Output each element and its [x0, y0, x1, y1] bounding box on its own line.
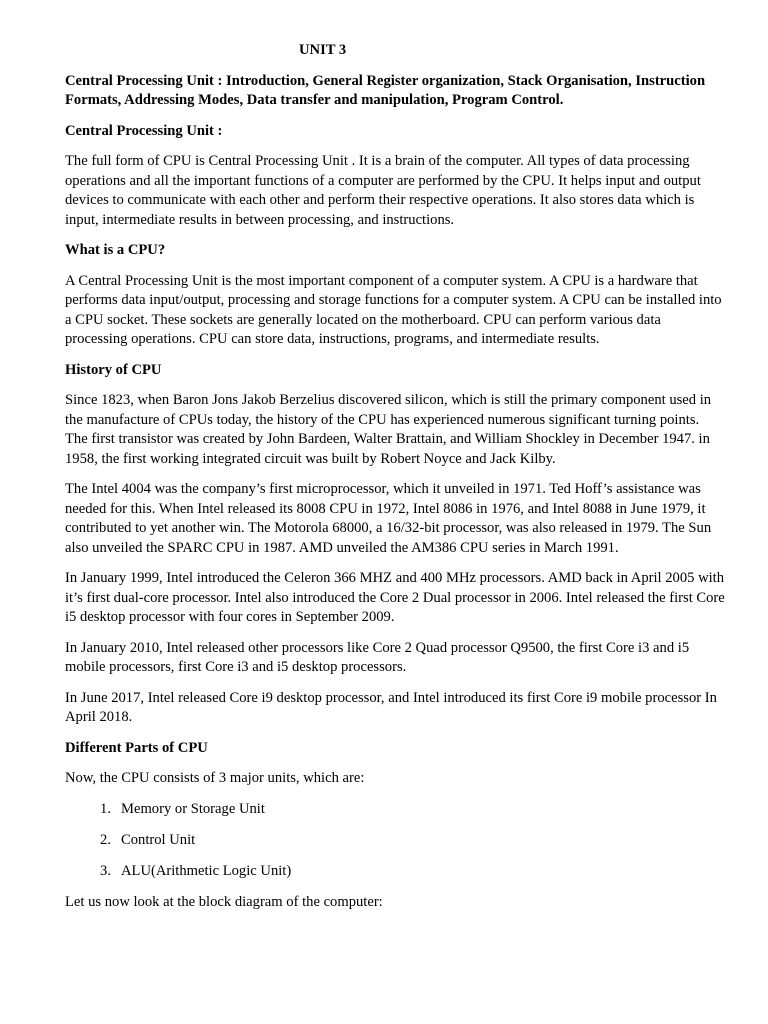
list-item-number: 2.: [100, 831, 111, 848]
list-item-text: ALU(Arithmetic Logic Unit): [121, 862, 292, 879]
list-item-number: 1.: [100, 800, 111, 817]
paragraph-parts-intro: Now, the CPU consists of 3 major units, which are:: [65, 770, 365, 786]
heading-central-processing-unit: Central Processing Unit :: [65, 122, 223, 139]
paragraph-history-1: Since 1823, when Baron Jons Jakob Berzelius discovered silicon, which is still the primary component used in the manufacture of CPUs today, the history of the CPU has experienced numerous significant turning points. The first transistor was created by John Bardeen, Walter Brattain, and William Shockley in December 1947. in 1958, the first working integrated circuit was built by Robert Noyce and Jack Kilby.: [65, 392, 712, 467]
unit-topics: Central Processing Unit : Introduction, General Register organization, Stack Organisation, Instruction Formats, Addressing Modes, Data transfer and manipulation, Program Control.: [65, 72, 706, 108]
heading-different-parts-of-cpu: Different Parts of CPU: [65, 739, 208, 756]
list-item-number: 3.: [100, 862, 111, 879]
list-item-text: Control Unit: [121, 831, 196, 848]
paragraph-cpu-definition: The full form of CPU is Central Processing Unit . It is a brain of the computer. All types of data processing operations and all the important functions of a computer are performed by the CPU. It helps input and output devices to communicate with each other and perform their respective operations. It also stores data which is input, intermediate results in between processing, and instructions.: [65, 153, 701, 228]
unit-title: UNIT 3: [299, 42, 347, 58]
paragraph-history-2: The Intel 4004 was the company’s first microprocessor, which it unveiled in 1971. Ted Hoff’s assistance was needed for this. When Intel released its 8008 CPU in 1972, Intel 8086 in 1976, and Intel 8088 in June 1979, it contributed to yet another win. The Motorola 68000, a 16/32-bit processor, was also released in 1979. The Sun also unveiled the SPARC CPU in 1987. AMD unveiled the AM386 CPU series in March 1991.: [65, 481, 712, 556]
list-item: [65, 862, 725, 882]
document-page: [65, 41, 725, 923]
cpu-parts-list: [65, 800, 725, 882]
paragraph-block-diagram-intro: Let us now look at the block diagram of the computer:: [65, 893, 383, 910]
paragraph-history-3: In January 1999, Intel introduced the Celeron 366 MHZ and 400 MHz processors. AMD back in April 2005 with it’s first dual-core processor. Intel also introduced the Core 2 Dual processor in 2006. Intel released the first Core i5 desktop processor with four cores in September 2009.: [65, 570, 725, 625]
paragraph-history-4: In January 2010, Intel released other processors like Core 2 Quad processor Q9500, the first Core i3 and i5 mobile processors, first Core i3 and i5 desktop processors.: [65, 639, 690, 675]
list-item: [65, 800, 725, 820]
list-item-text: Memory or Storage Unit: [121, 800, 265, 817]
heading-history-of-cpu: History of CPU: [65, 361, 162, 378]
paragraph-what-is-cpu: A Central Processing Unit is the most important component of a computer system. A CPU is a hardware that performs data input/output, processing and storage functions for a computer system. A CPU can be installed into a CPU socket. These sockets are generally located on the motherboard. CPU can perform various data processing operations. CPU can store data, instructions, programs, and intermediate results.: [65, 272, 722, 347]
paragraph-history-5: In June 2017, Intel released Core i9 desktop processor, and Intel introduced its first Core i9 mobile processor In April 2018.: [65, 689, 717, 725]
heading-what-is-cpu: What is a CPU?: [65, 242, 166, 258]
list-item: [65, 831, 725, 851]
